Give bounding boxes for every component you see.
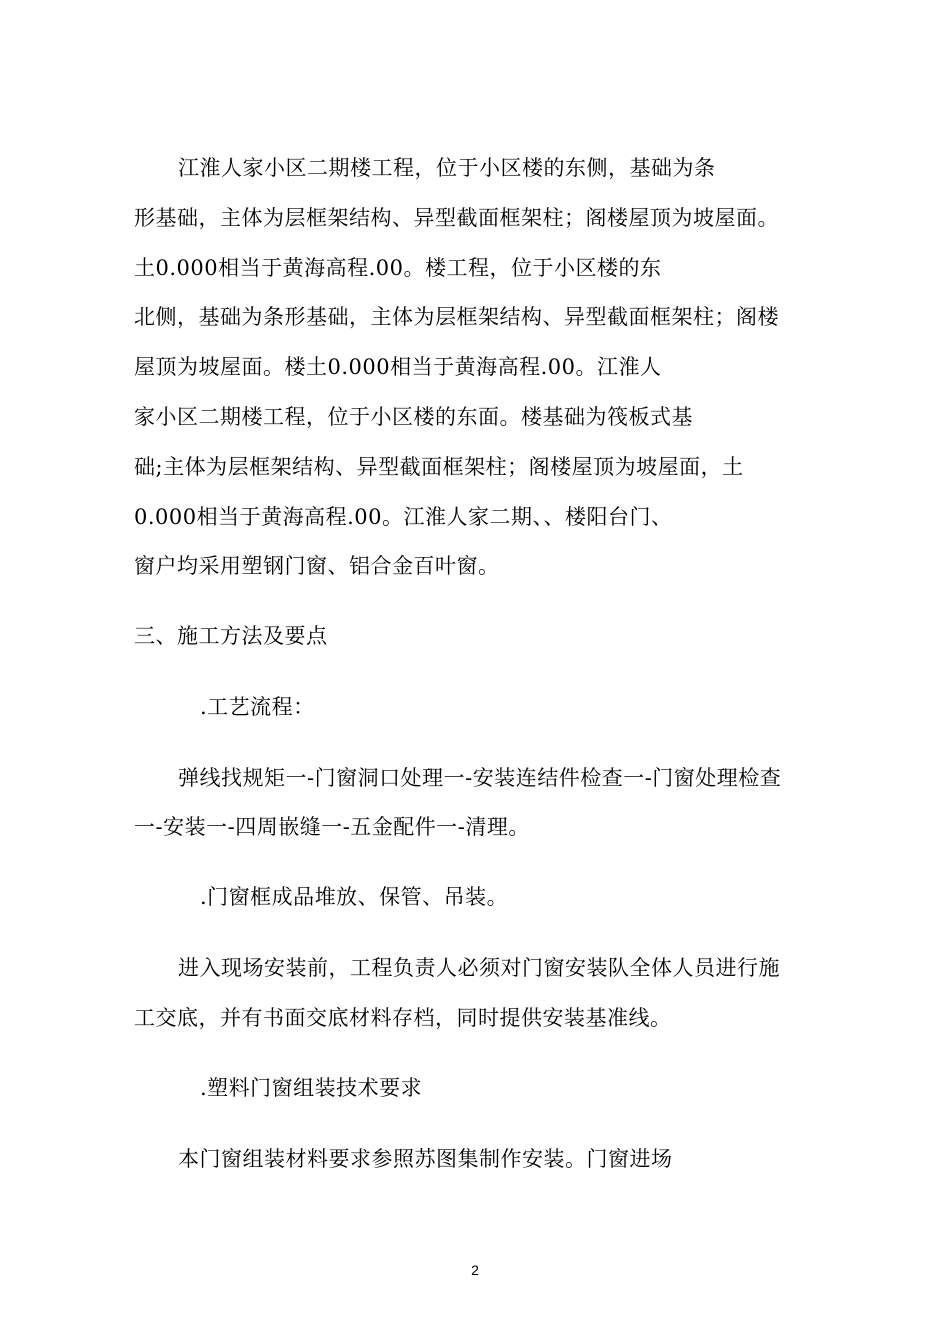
paragraph-line: 础;主体为层框架结构、异型截面框架柱；阁楼屋顶为坡屋面，土 (134, 455, 744, 479)
paragraph-line: 江淮人家小区二期楼工程，位于小区楼的东侧，基础为条 (178, 156, 716, 180)
paragraph-line: 工交底，并有书面交底材料存档，同时提供安装基准线。 (134, 1006, 672, 1030)
subsection-heading-storage: .门窗框成品堆放、保管、吊装。 (200, 885, 509, 909)
paragraph-line: 弹线找规矩一-门窗洞口处理一-安装连结件检查一-门窗处理检查 (178, 766, 782, 790)
paragraph-line: 进入现场安装前，工程负责人必须对门窗安装队全体人员进行施 (178, 956, 780, 980)
paragraph-line: 窗户均采用塑钢门窗、铝合金百叶窗。 (134, 554, 500, 578)
page-number: 2 (471, 1262, 479, 1278)
paragraph-line: 家小区二期楼工程，位于小区楼的东面。楼基础为筏板式基 (134, 405, 693, 429)
subsection-heading-assembly: .塑料门窗组装技术要求 (200, 1076, 423, 1100)
paragraph-line: 北侧，基础为条形基础，主体为层框架结构、异型截面框架柱；阁楼 (134, 305, 779, 329)
subsection-heading-process: .工艺流程： (200, 695, 315, 719)
paragraph-line: 土0.000相当于黄海高程.00。楼工程，位于小区楼的东 (134, 256, 662, 280)
paragraph-line: 一-安装一-四周嵌缝一-五金配件一-清理。 (134, 815, 530, 839)
paragraph-line: 屋顶为坡屋面。楼土0.000相当于黄海高程.00。江淮人 (134, 355, 662, 379)
paragraph-line: 本门窗组装材料要求参照苏图集制作安装。门窗进场 (178, 1147, 673, 1171)
paragraph-line: 0.000相当于黄海高程.00。江淮人家二期、、楼阳台门、 (134, 505, 673, 529)
section-heading: 三、施工方法及要点 (134, 624, 328, 648)
paragraph-line: 形基础，主体为层框架结构、异型截面框架柱；阁楼屋顶为坡屋面。 (134, 206, 779, 230)
